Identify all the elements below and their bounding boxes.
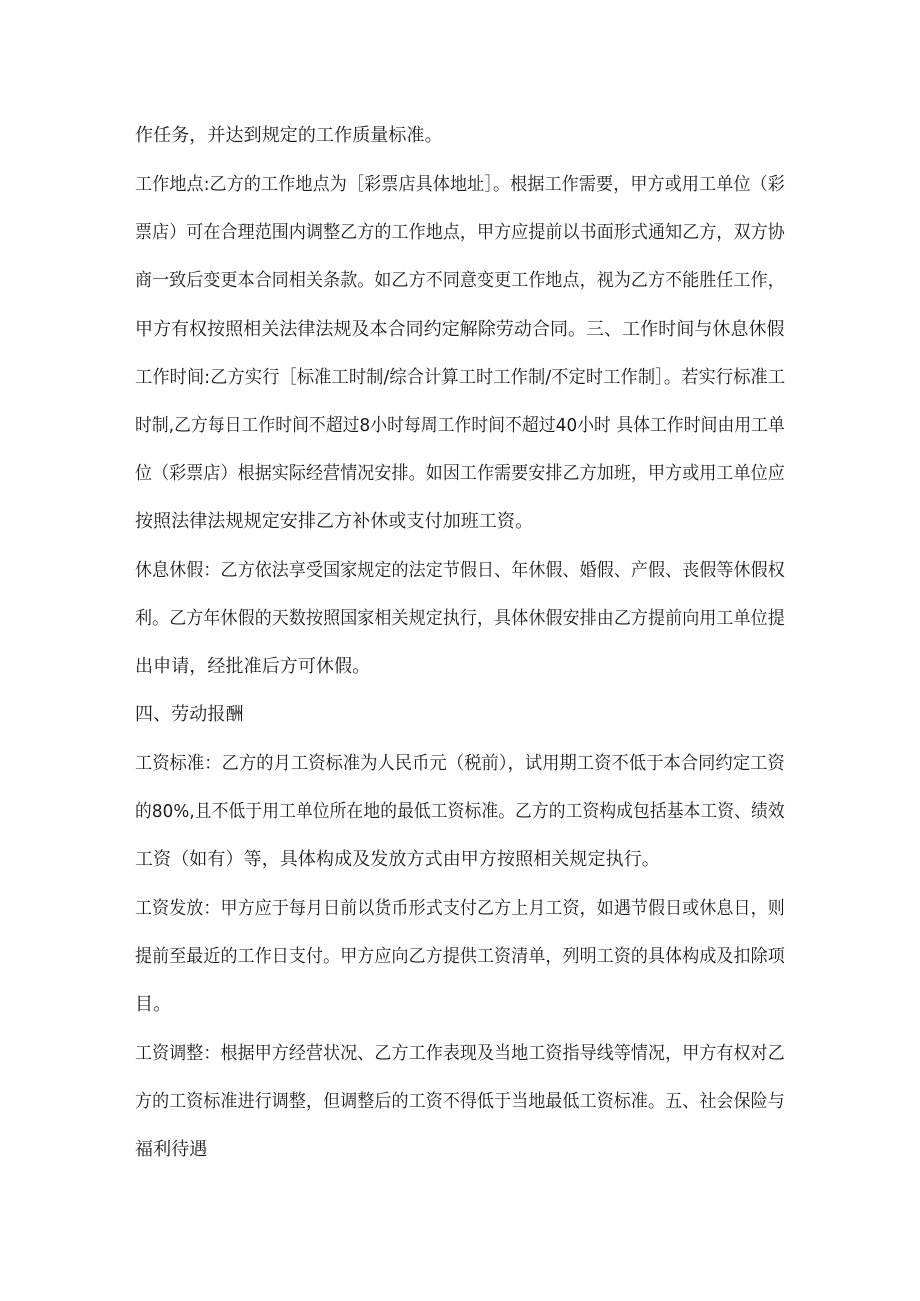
text-line: 按照法律法规规定安排乙方补休或支付加班工资。: [135, 511, 534, 532]
text-line: 工资（如有）等，具体构成及发放方式由甲方按照相关规定执行。: [135, 849, 660, 870]
text-line: 方的工资标准进行调整，但调整后的工资不得低于当地最低工资标准。五、社会保险与: [135, 1091, 785, 1112]
text-line: 工资发放：甲方应于每月日前以货币形式支付乙方上月工资，如遇节假日或休息日，则: [135, 898, 785, 919]
text-line: 工资调整：根据甲方经营状况、乙方工作表现及当地工资指导线等情况，甲方有权对乙: [135, 1043, 785, 1064]
text-line: 工作地点:乙方的工作地点为［彩票店具体地址］。根据工作需要，甲方或用工单位（彩: [135, 174, 785, 195]
text-line: 利。乙方年休假的天数按照国家相关规定执行，具体休假安排由乙方提前向用工单位提: [135, 608, 785, 629]
text-line: 工作时间:乙方实行［标准工时制/综合计算工时工作制/不定时工作制］。若实行标准工: [135, 367, 786, 388]
text-line: 位（彩票店）根据实际经营情况安排。如因工作需要安排乙方加班，甲方或用工单位应: [135, 463, 785, 484]
text-line: 休息休假：乙方依法享受国家规定的法定节假日、年休假、婚假、产假、丧假等休假权: [135, 560, 785, 581]
text-line: 目。: [135, 994, 172, 1015]
text-line: 的80%,且不低于用工单位所在地的最低工资标准。乙方的工资构成包括基本工资、绩效: [135, 801, 785, 822]
text-line: 提前至最近的工作日支付。甲方应向乙方提供工资清单，列明工资的具体构成及扣除项: [135, 946, 785, 967]
text-line: 出申请，经批准后方可休假。: [135, 656, 371, 677]
text-line: 票店）可在合理范围内调整乙方的工作地点，甲方应提前以书面形式通知乙方，双方协: [135, 222, 785, 243]
text-line: 作任务，并达到规定的工作质量标准。: [135, 125, 443, 146]
section-heading: 四、劳动报酬: [135, 704, 244, 725]
text-line: 时制,乙方每日工作时间不超过8小时每周工作时间不超过40小时 具体工作时间由用工单: [135, 415, 785, 436]
text-line: 福利待遇: [135, 1139, 208, 1160]
text-line: 甲方有权按照相关法律法规及本合同约定解除劳动合同。三、工作时间与休息休假: [135, 319, 785, 340]
text-line: 工资标准：乙方的月工资标准为人民币元（税前），试用期工资不低于本合同约定工资: [135, 753, 785, 774]
text-line: 商一致后变更本合同相关条款。如乙方不同意变更工作地点，视为乙方不能胜任工作，: [135, 270, 785, 291]
